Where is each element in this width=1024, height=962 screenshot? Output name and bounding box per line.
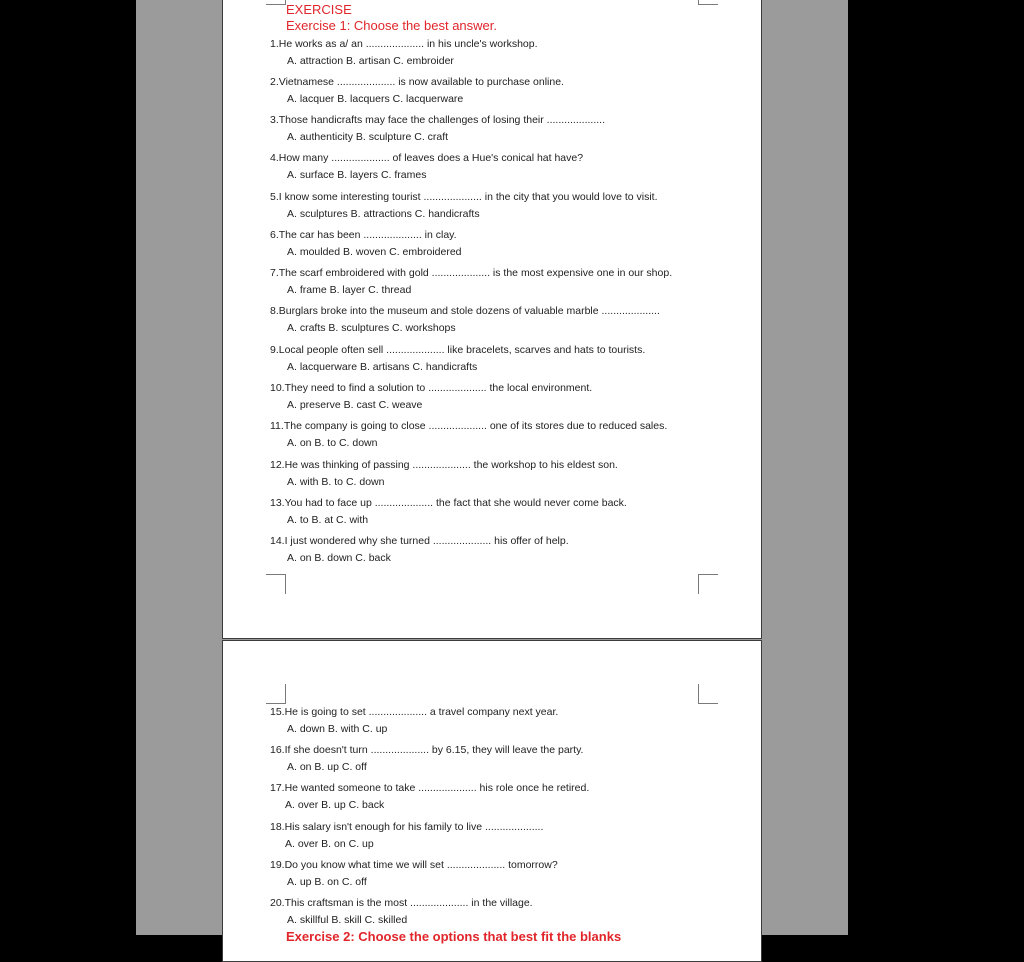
question-18: 18.His salary isn't enough for his family to live ....................: [270, 821, 544, 833]
question-13: 13.You had to face up .................... the fact that she would never come back.: [270, 497, 627, 509]
options-2: A. lacquer B. lacquers C. lacquerware: [287, 93, 464, 105]
question-4: 4.How many .................... of leaves does a Hue's conical hat have?: [270, 152, 584, 164]
question-5: 5.I know some interesting tourist .................... in the city that you would love to visit.: [270, 191, 658, 203]
exercise-2-title: Exercise 2: Choose the options that best fit the blanks: [286, 929, 622, 944]
options-7: A. frame B. layer C. thread: [287, 284, 412, 296]
options-10: A. preserve B. cast C. weave: [287, 399, 423, 411]
question-19: 19.Do you know what time we will set .................... tomorrow?: [270, 859, 558, 871]
crop-mark: [698, 684, 718, 704]
options-16: A. on B. up C. off: [287, 761, 367, 773]
question-9: 9.Local people often sell .................... like bracelets, scarves and hats to tourists.: [270, 344, 646, 356]
crop-mark: [698, 574, 718, 594]
options-17: A. over B. up C. back: [285, 799, 385, 811]
options-18: A. over B. on C. up: [285, 838, 374, 850]
options-13: A. to B. at C. with: [287, 514, 369, 526]
options-20: A. skillful B. skill C. skilled: [287, 914, 408, 926]
crop-mark: [266, 0, 286, 5]
options-12: A. with B. to C. down: [287, 476, 385, 488]
crop-mark: [266, 684, 286, 704]
options-11: A. on B. to C. down: [287, 437, 378, 449]
options-8: A. crafts B. sculptures C. workshops: [287, 322, 456, 334]
options-4: A. surface B. layers C. frames: [287, 169, 427, 181]
question-8: 8.Burglars broke into the museum and stole dozens of valuable marble ....................: [270, 305, 660, 317]
question-2: 2.Vietnamese .................... is now available to purchase online.: [270, 76, 564, 88]
options-14: A. on B. down C. back: [287, 552, 391, 564]
document-page-1: [222, 0, 762, 639]
options-1: A. attraction B. artisan C. embroider: [287, 55, 454, 67]
question-7: 7.The scarf embroidered with gold .................... is the most expensive one in our shop.: [270, 267, 673, 279]
question-10: 10.They need to find a solution to .................... the local environment.: [270, 382, 593, 394]
question-17: 17.He wanted someone to take .................... his role once he retired.: [270, 782, 590, 794]
options-19: A. up B. on C. off: [287, 876, 367, 888]
exercise-1-title: Exercise 1: Choose the best answer.: [286, 18, 498, 33]
options-15: A. down B. with C. up: [287, 723, 388, 735]
question-11: 11.The company is going to close .................... one of its stores due to reduced sales.: [270, 420, 668, 432]
document-viewer[interactable]: [136, 0, 848, 944]
question-14: 14.I just wondered why she turned .................... his offer of help.: [270, 535, 569, 547]
options-6: A. moulded B. woven C. embroidered: [287, 246, 462, 258]
exercise-heading: EXERCISE: [286, 2, 352, 17]
question-1: 1.He works as a/ an .................... in his uncle's workshop.: [270, 38, 538, 50]
crop-mark: [266, 574, 286, 594]
crop-mark: [698, 0, 718, 5]
options-5: A. sculptures B. attractions C. handicrafts: [287, 208, 480, 220]
options-3: A. authenticity B. sculpture C. craft: [287, 131, 449, 143]
question-6: 6.The car has been .................... in clay.: [270, 229, 457, 241]
question-16: 16.If she doesn't turn .................... by 6.15, they will leave the party.: [270, 744, 584, 756]
question-3: 3.Those handicrafts may face the challenges of losing their ....................: [270, 114, 606, 126]
question-20: 20.This craftsman is the most .................... in the village.: [270, 897, 533, 909]
question-15: 15.He is going to set .................... a travel company next year.: [270, 706, 559, 718]
options-9: A. lacquerware B. artisans C. handicrafts: [287, 361, 478, 373]
question-12: 12.He was thinking of passing .................... the workshop to his eldest son.: [270, 459, 618, 471]
document-page-2: [222, 640, 762, 962]
